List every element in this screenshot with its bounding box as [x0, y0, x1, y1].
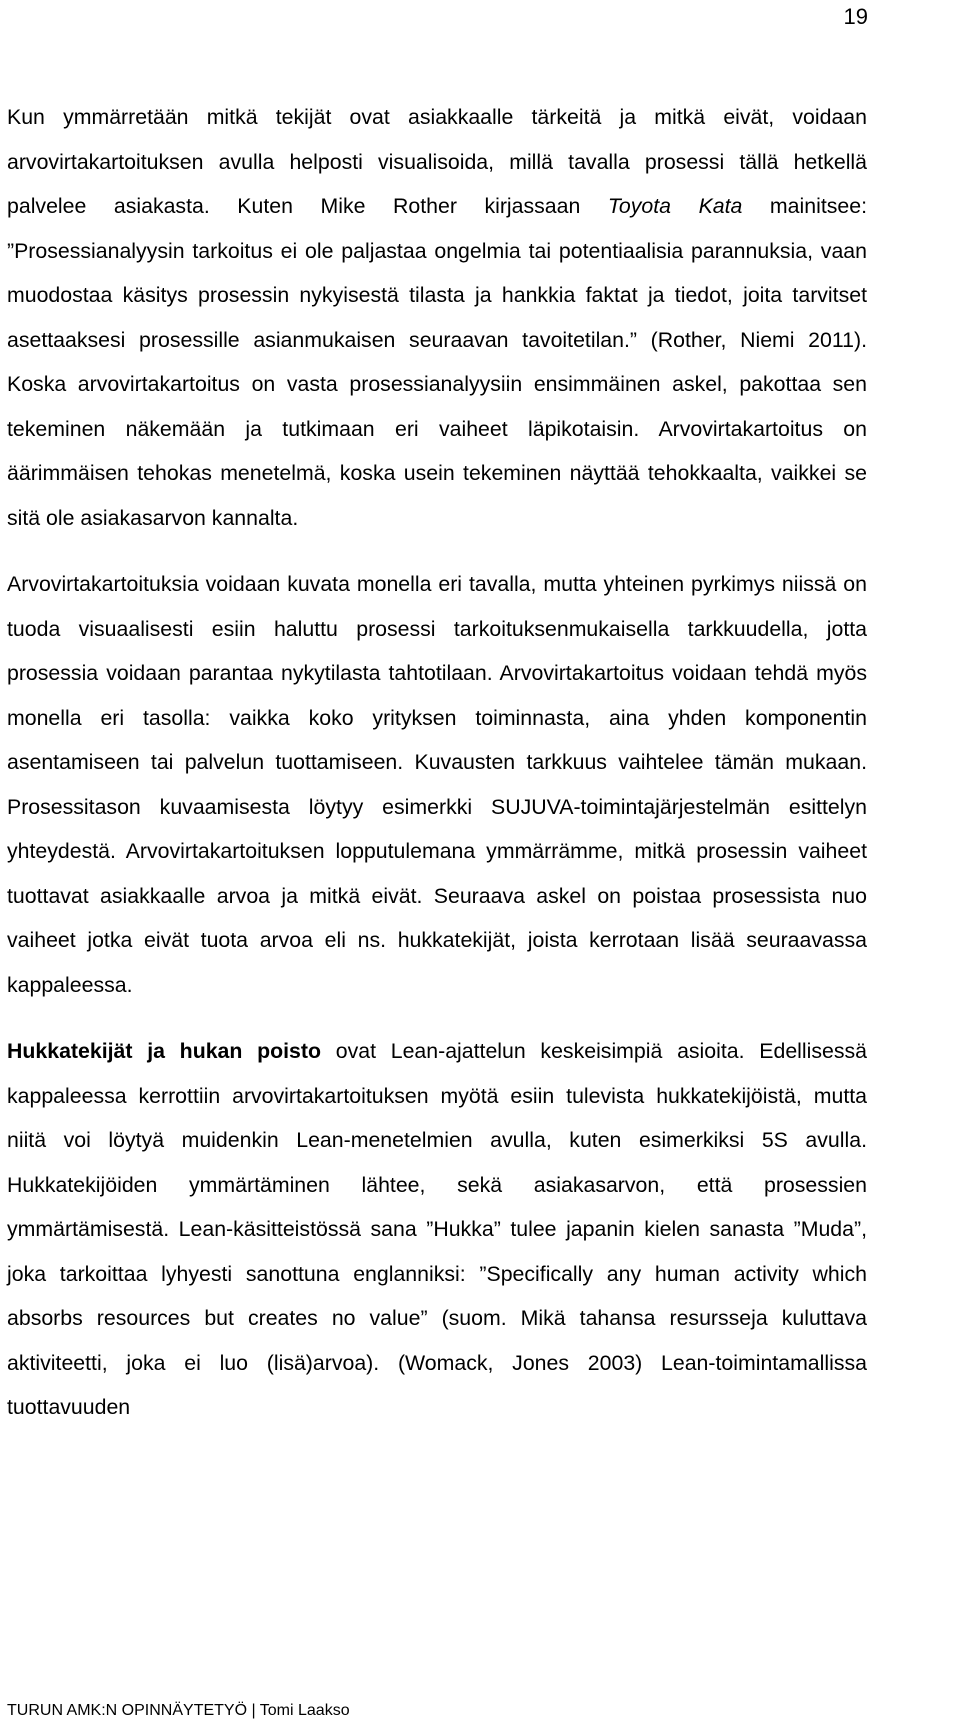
bold-term: Hukkatekijät ja hukan poisto	[7, 1039, 322, 1063]
paragraph-text: Kun ymmärretään mitkä tekijät ovat asiakkaalle tärkeitä ja mitkä eivät, voidaan arvovirtakartoituksen avulla helposti visualisoida, millä tavalla prosessi tällä hetkellä palvelee asiakasta. Kuten Mike Rother kirjassaan	[7, 105, 867, 218]
paragraph-value-stream-methods	[7, 562, 867, 1007]
paragraph-value-stream-intro	[7, 95, 867, 540]
page-footer: TURUN AMK:N OPINNÄYTETYÖ | Tomi Laakso	[7, 1702, 350, 1719]
page-number: 19	[843, 4, 868, 29]
paragraph-text: ovat Lean-ajattelun keskeisimpiä asioita. Edellisessä kappaleessa kerrottiin arvovirtakartoituksen myötä esiin tulevista hukkatekijöistä, mutta niitä voi löytyä muidenkin Lean-menetelmien avulla, kuten esimerkiksi 5S avulla. Hukkatekijöiden ymmärtäminen lähtee, sekä asiakasarvon, että prosessien ymmärtämisestä. Lean-käsitteistössä sana ”Hukka” tulee japanin kielen sanasta ”Muda”, joka tarkoittaa lyhyesti sanottuna englanniksi: ”Specifically any human activity which absorbs resources but creates no value” (suom. Mikä tahansa resursseja kuluttava aktiviteetti, joka ei luo (lisä)arvoa). (Womack, Jones 2003) Lean-toimintamallissa tuottavuuden	[7, 1039, 867, 1419]
paragraph-waste-removal	[7, 1029, 867, 1430]
paragraph-text: Arvovirtakartoituksia voidaan kuvata monella eri tavalla, mutta yhteinen pyrkimys niissä on tuoda visuaalisesti esiin haluttu prosessi tarkoituksenmukaisella tarkkuudella, jotta prosessia voidaan parantaa nykytilasta tahtotilaan. Arvovirtakartoitus voidaan tehdä myös monella eri tasolla: vaikka koko yrityksen toiminnasta, aina yhden komponentin asentamiseen tai palvelun tuottamiseen. Kuvausten tarkkuus vaihtelee tämän mukaan. Prosessitason kuvaamisesta löytyy esimerkki SUJUVA-toimintajärjestelmän esittelyn yhteydestä. Arvovirtakartoituksen lopputulemana ymmärrämme, mitkä prosessin vaiheet tuottavat asiakkaalle arvoa ja mitkä eivät. Seuraava askel on poistaa prosessista nuo vaiheet jotka eivät tuota arvoa eli ns. hukkatekijät, joista kerrotaan lisää seuraavassa kappaleessa.	[7, 572, 867, 997]
book-title-italic: Toyota Kata	[607, 194, 743, 218]
paragraph-text: mainitsee: ”Prosessianalyysin tarkoitus ei ole paljastaa ongelmia tai potentiaalisia parannuksia, vaan muodostaa käsitys prosessin nykyisestä tilasta ja hankkia faktat ja tiedot, joita tarvitset asettaaksesi prosessille asianmukaisen seuraavan tavoitetilan.” (Rother, Niemi 2011). Koska arvovirtakartoitus on vasta prosessianalyysiin ensimmäinen askel, pakottaa sen tekeminen näkemään ja tutkimaan eri vaiheet läpikotaisin. Arvovirtakartoitus on äärimmäisen tehokas menetelmä, koska usein tekeminen näyttää tehokkaalta, vaikkei se sitä ole asiakasarvon kannalta.	[7, 194, 867, 530]
document-body	[7, 95, 867, 1430]
